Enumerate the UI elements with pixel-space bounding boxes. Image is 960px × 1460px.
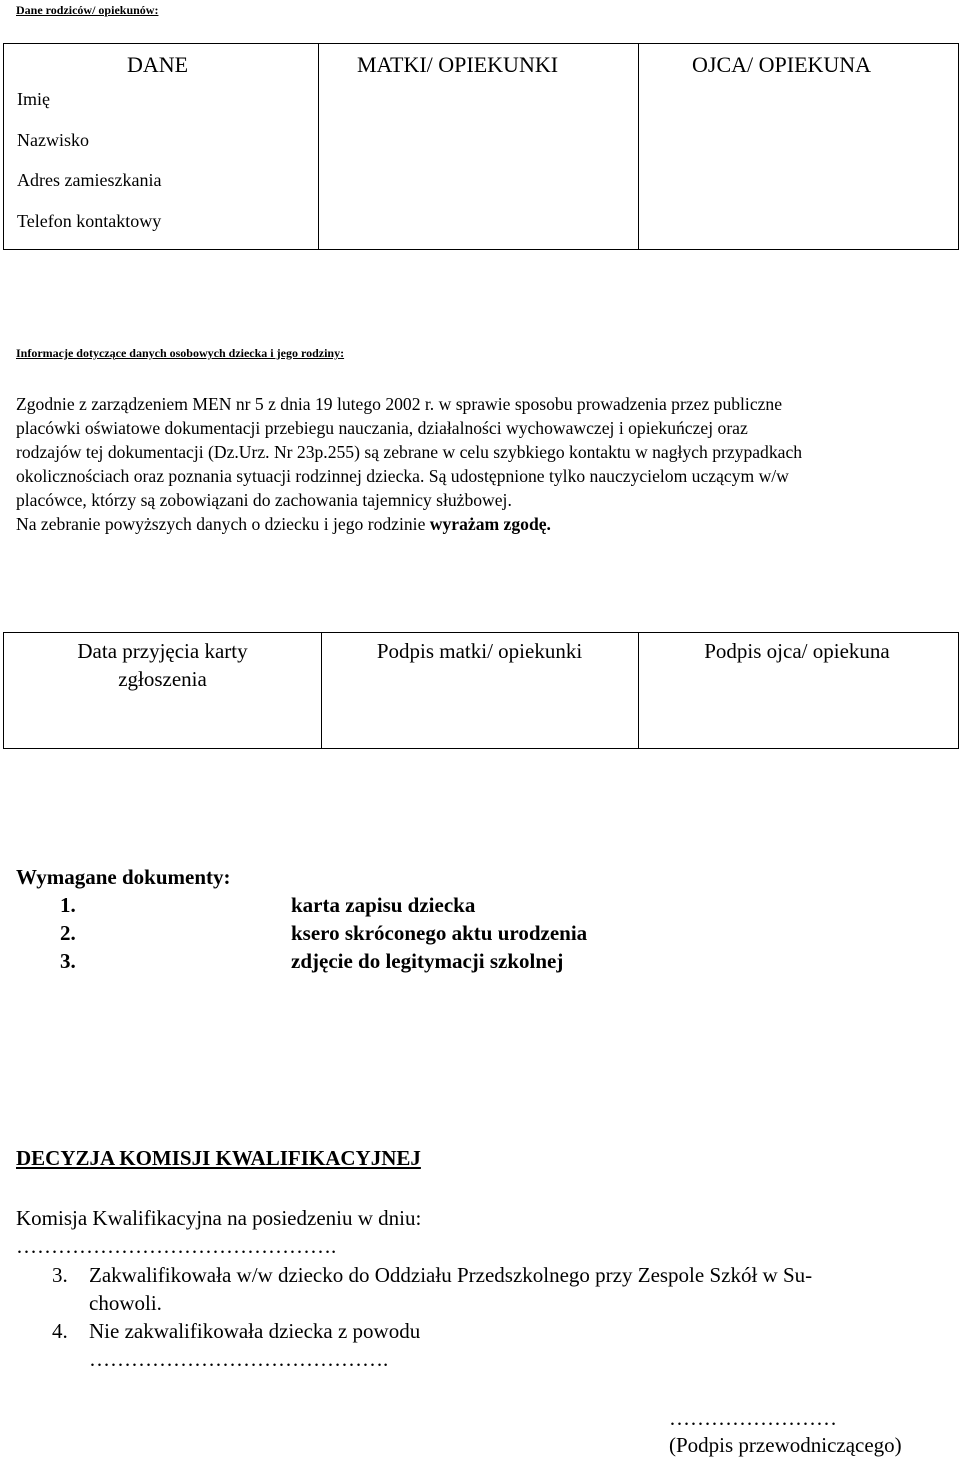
date-received-label: Data przyjęcia karty: [77, 639, 248, 663]
reason-dots: …………………………………….: [89, 1347, 389, 1371]
decision-heading: DECYZJA KOMISJI KWALIFIKACYJNEJ: [16, 1146, 421, 1170]
row-label-first-name: Imię: [17, 89, 50, 109]
row-label-phone: Telefon kontaktowy: [17, 211, 162, 231]
list-item-number: 3.: [60, 949, 76, 973]
list-item: zdjęcie do legitymacji szkolnej: [291, 949, 564, 973]
paragraph-line: Zgodnie z zarządzeniem MEN nr 5 z dnia 19 lutego 2002 r. w sprawie sposobu prowadzenia przez publiczne: [16, 394, 783, 414]
row-label-address: Adres zamieszkania: [17, 170, 162, 190]
committee-decision: [0, 1146, 960, 1460]
mother-signature-label: Podpis matki/ opiekunki: [376, 639, 583, 663]
info-section-title: Informacje dotyczące danych osobowych dziecka i jego rodziny:: [16, 346, 345, 360]
column-divider: [638, 44, 639, 249]
paragraph-line: placówce, którzy są zobowiązani do zachowania tajemnicy służbowej.: [16, 490, 512, 511]
signature-dots: ……………………: [669, 1406, 837, 1430]
chairman-signature-label: (Podpis przewodniczącego): [669, 1433, 902, 1457]
qualified-text: Zakwalifikowała w/w dziecko do Oddziału Przedszkolnego przy Zespole Szkół w Su-: [89, 1263, 813, 1287]
documents-heading: Wymagane dokumenty:: [16, 865, 231, 889]
list-item: karta zapisu dziecka: [291, 893, 476, 917]
decision-intro: Komisja Kwalifikacyjna na posiedzeniu w dniu:: [16, 1206, 422, 1230]
parents-table: [3, 43, 959, 250]
date-received-cell: [4, 637, 321, 693]
list-item-number: 2.: [60, 921, 76, 945]
not-qualified-text: Nie zakwalifikowała dziecka z powodu: [89, 1319, 421, 1343]
list-item-number: 1.: [60, 893, 76, 917]
column-divider: [318, 44, 319, 249]
consent-text: Na zebranie powyższych danych o dziecku i jego rodzinie: [16, 514, 430, 535]
header-dane: DANE: [127, 52, 189, 77]
qualified-text-cont: chowoli.: [89, 1291, 162, 1315]
parents-section-title: Dane rodziców/ opiekunów:: [16, 3, 159, 17]
father-signature-label: Podpis ojca/ opiekuna: [704, 639, 890, 663]
paragraph-line: okolicznościach oraz poznania sytuacji rodzinnej dziecka. Są udostępnione tylko nauczycielom uczącym w/w: [16, 466, 789, 487]
required-documents: [0, 865, 960, 985]
header-mother: MATKI/ OPIEKUNKI: [357, 52, 559, 77]
list-item: ksero skróconego aktu urodzenia: [291, 921, 588, 945]
paragraph-line: placówki oświatowe dokumentacji przebiegu nauczania, działalności wychowawczej i opiekuńczej oraz: [16, 418, 748, 439]
date-dots: ……………………………………….: [16, 1234, 337, 1258]
row-label-last-name: Nazwisko: [17, 130, 89, 150]
paragraph-line: rodzajów tej dokumentacji (Dz.Urz. Nr 23p.255) są zebrane w celu szybkiego kontaktu w nagłych przypadkach: [16, 442, 803, 463]
date-received-label-2: zgłoszenia: [118, 667, 207, 691]
signature-table: [3, 632, 959, 749]
gdpr-paragraph: [16, 392, 956, 537]
header-father: OJCA/ OPIEKUNA: [692, 52, 872, 77]
item-number: 3.: [52, 1263, 68, 1287]
consent-bold: wyrażam zgodę.: [429, 514, 551, 535]
consent-line: [16, 512, 956, 536]
item-number: 4.: [52, 1319, 68, 1343]
